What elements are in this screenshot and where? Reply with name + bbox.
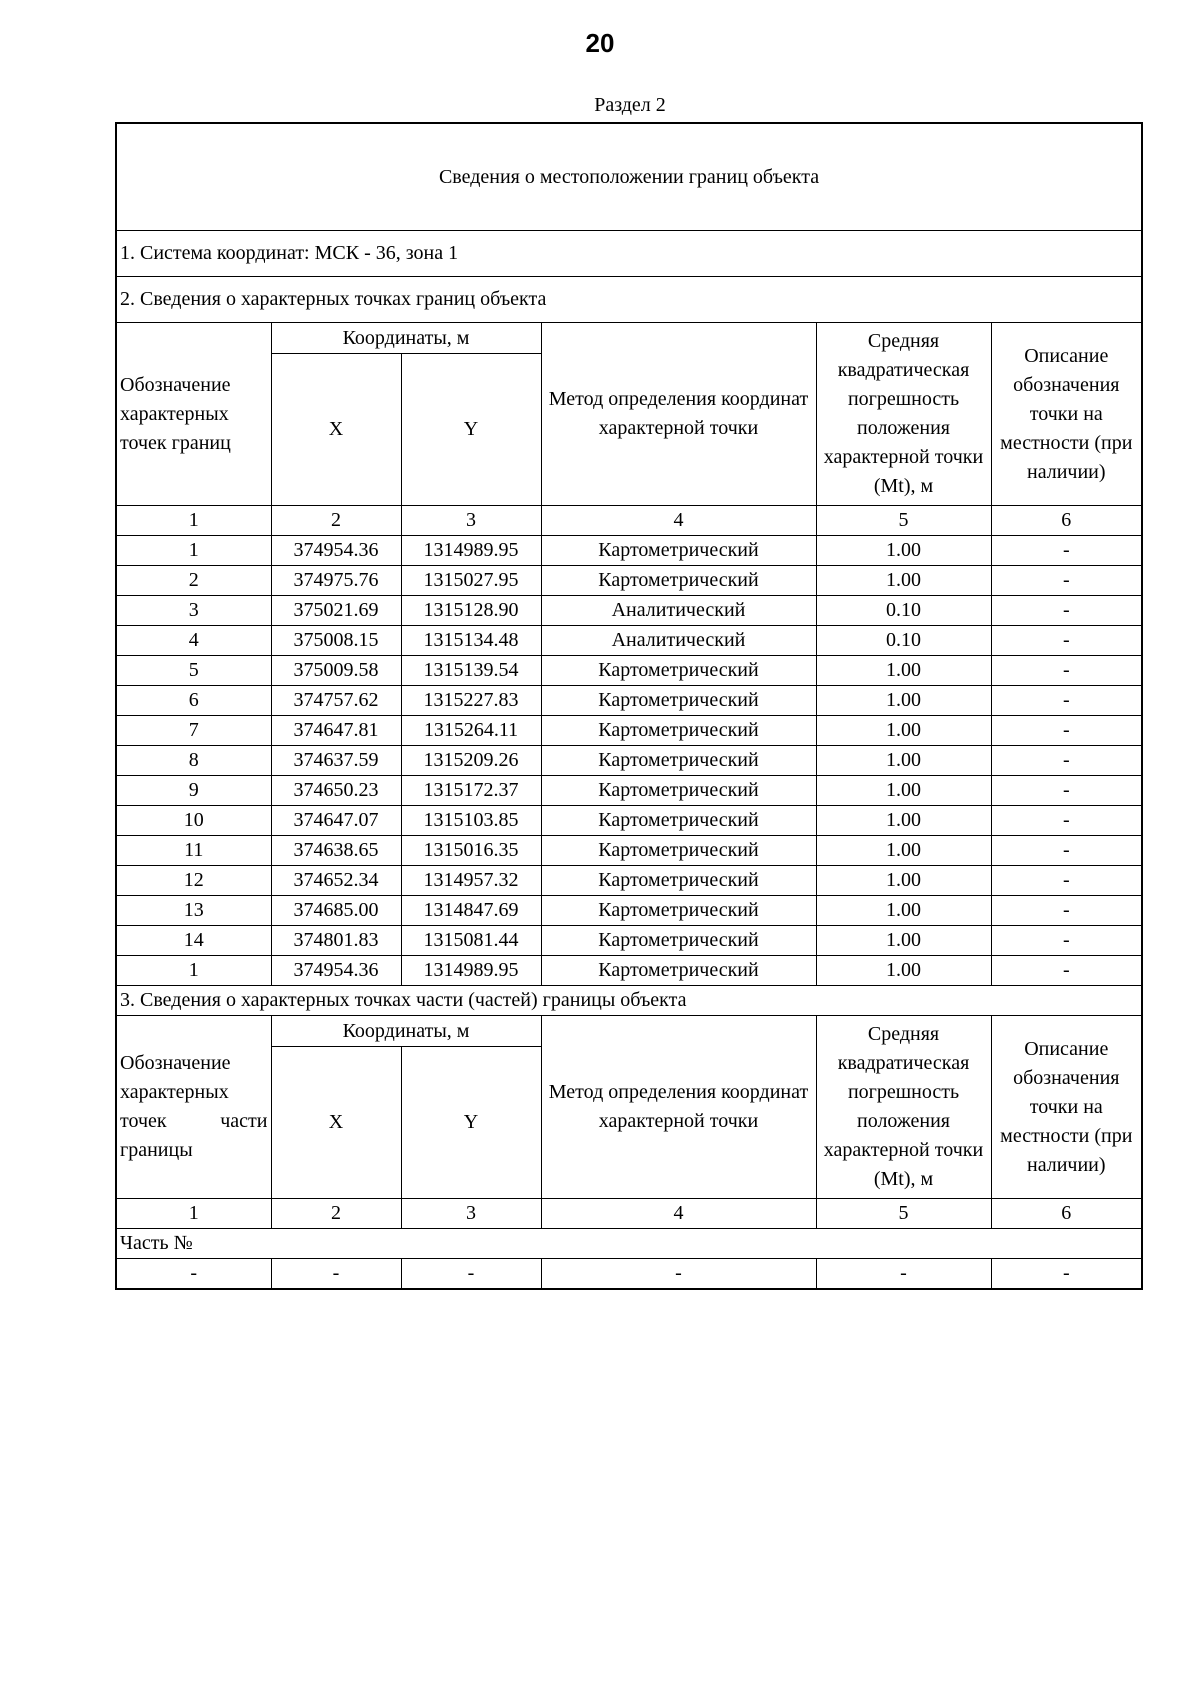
col-number: 5 <box>816 1199 991 1229</box>
cell-coord-y: 1315209.26 <box>401 746 541 776</box>
cell-coord-y: 1315016.35 <box>401 836 541 866</box>
cell-coord-x: 375021.69 <box>271 596 401 626</box>
cell-point-number: 5 <box>116 656 271 686</box>
header3-error: Средняя квадратическая погрешность положения характерной точки (Mt), м <box>816 1016 991 1199</box>
cell-method: Картометрический <box>541 956 816 986</box>
cell-method: Картометрический <box>541 806 816 836</box>
header3-description: Описание обозначения точки на местности (при наличии) <box>991 1016 1142 1199</box>
part-cell-point-number: - <box>116 1259 271 1290</box>
cell-method: Картометрический <box>541 746 816 776</box>
boundary-table <box>115 122 1143 1290</box>
cell-description: - <box>991 776 1142 806</box>
cell-error: 1.00 <box>816 806 991 836</box>
cell-coord-y: 1315128.90 <box>401 596 541 626</box>
col-number: 2 <box>271 1199 401 1229</box>
cell-error: 1.00 <box>816 716 991 746</box>
cell-description: - <box>991 866 1142 896</box>
table-row <box>116 836 1142 866</box>
cell-description: - <box>991 596 1142 626</box>
column-numbers-row-3 <box>116 1199 1142 1229</box>
section3-title: 3. Сведения о характерных точках части (частей) границы объекта <box>116 986 1142 1016</box>
cell-coord-y: 1315134.48 <box>401 626 541 656</box>
table-row <box>116 926 1142 956</box>
part-cell-error: - <box>816 1259 991 1290</box>
cell-method: Картометрический <box>541 686 816 716</box>
cell-description: - <box>991 566 1142 596</box>
cell-point-number: 9 <box>116 776 271 806</box>
cell-point-number: 1 <box>116 536 271 566</box>
header-x: X <box>271 354 401 506</box>
cell-description: - <box>991 686 1142 716</box>
cell-point-number: 7 <box>116 716 271 746</box>
cell-coord-y: 1315227.83 <box>401 686 541 716</box>
part-row <box>116 1259 1142 1290</box>
table-row <box>116 956 1142 986</box>
cell-error: 1.00 <box>816 896 991 926</box>
cell-coord-y: 1315103.85 <box>401 806 541 836</box>
section-label: Раздел 2 <box>594 94 666 116</box>
cell-coord-x: 375008.15 <box>271 626 401 656</box>
cell-coord-x: 374647.07 <box>271 806 401 836</box>
table-row <box>116 536 1142 566</box>
cell-coord-y: 1314847.69 <box>401 896 541 926</box>
header3-word: части <box>220 1110 268 1132</box>
cell-description: - <box>991 716 1142 746</box>
cell-error: 1.00 <box>816 746 991 776</box>
table-row <box>116 806 1142 836</box>
cell-description: - <box>991 536 1142 566</box>
cell-coord-x: 374975.76 <box>271 566 401 596</box>
header3-y: Y <box>401 1047 541 1199</box>
cell-coord-y: 1314989.95 <box>401 956 541 986</box>
cell-method: Картометрический <box>541 776 816 806</box>
cell-point-number: 8 <box>116 746 271 776</box>
cell-description: - <box>991 956 1142 986</box>
table-row <box>116 566 1142 596</box>
cell-description: - <box>991 656 1142 686</box>
header-coords: Координаты, м <box>271 323 541 354</box>
cell-description: - <box>991 746 1142 776</box>
col-number: 6 <box>991 1199 1142 1229</box>
part-cell-description: - <box>991 1259 1142 1290</box>
part-label: Часть № <box>116 1229 1142 1259</box>
cell-method: Картометрический <box>541 836 816 866</box>
cell-method: Аналитический <box>541 596 816 626</box>
table-row <box>116 896 1142 926</box>
col-number: 5 <box>816 506 991 536</box>
header3-point-label <box>116 1016 271 1199</box>
cell-description: - <box>991 896 1142 926</box>
cell-point-number: 14 <box>116 926 271 956</box>
table-row <box>116 596 1142 626</box>
header3-point-label-last: границы <box>120 1139 193 1161</box>
header3-point-label-first: Обозначение характерных <box>120 1052 231 1103</box>
header-error: Средняя квадратическая погрешность положения характерной точки (Mt), м <box>816 323 991 506</box>
header3-method: Метод определения координат характерной точки <box>541 1016 816 1199</box>
cell-point-number: 13 <box>116 896 271 926</box>
cell-point-number: 2 <box>116 566 271 596</box>
cell-description: - <box>991 806 1142 836</box>
cell-error: 1.00 <box>816 866 991 896</box>
col-number: 4 <box>541 1199 816 1229</box>
cell-coord-x: 374801.83 <box>271 926 401 956</box>
cell-error: 1.00 <box>816 776 991 806</box>
part-cell-method: - <box>541 1259 816 1290</box>
cell-coord-x: 374647.81 <box>271 716 401 746</box>
cell-error: 1.00 <box>816 956 991 986</box>
cell-description: - <box>991 626 1142 656</box>
cell-coord-y: 1314989.95 <box>401 536 541 566</box>
cell-method: Картометрический <box>541 926 816 956</box>
col-number: 1 <box>116 506 271 536</box>
header3-coords: Координаты, м <box>271 1016 541 1047</box>
cell-error: 1.00 <box>816 836 991 866</box>
col-number: 2 <box>271 506 401 536</box>
col-number: 3 <box>401 506 541 536</box>
cell-error: 1.00 <box>816 536 991 566</box>
cell-method: Картометрический <box>541 866 816 896</box>
col-number: 1 <box>116 1199 271 1229</box>
cell-point-number: 11 <box>116 836 271 866</box>
cell-coord-x: 374757.62 <box>271 686 401 716</box>
table-row <box>116 746 1142 776</box>
header-y: Y <box>401 354 541 506</box>
header-description: Описание обозначения точки на местности (при наличии) <box>991 323 1142 506</box>
header3-x: X <box>271 1047 401 1199</box>
cell-coord-x: 374638.65 <box>271 836 401 866</box>
cell-coord-y: 1315172.37 <box>401 776 541 806</box>
cell-coord-y: 1314957.32 <box>401 866 541 896</box>
table-row <box>116 776 1142 806</box>
header3-word: точек <box>120 1110 167 1132</box>
cell-coord-y: 1315139.54 <box>401 656 541 686</box>
part-cell-coord-y: - <box>401 1259 541 1290</box>
cell-error: 1.00 <box>816 926 991 956</box>
cell-point-number: 1 <box>116 956 271 986</box>
cell-point-number: 3 <box>116 596 271 626</box>
table-title: Сведения о местоположении границ объекта <box>116 123 1142 231</box>
table-row <box>116 686 1142 716</box>
cell-point-number: 6 <box>116 686 271 716</box>
page-number: 20 <box>585 28 615 58</box>
cell-coord-x: 374650.23 <box>271 776 401 806</box>
table-row <box>116 716 1142 746</box>
cell-coord-x: 374954.36 <box>271 956 401 986</box>
cell-coord-y: 1315264.11 <box>401 716 541 746</box>
table-row <box>116 656 1142 686</box>
cell-method: Аналитический <box>541 626 816 656</box>
col-number: 3 <box>401 1199 541 1229</box>
cell-method: Картометрический <box>541 716 816 746</box>
cell-description: - <box>991 926 1142 956</box>
column-numbers-row <box>116 506 1142 536</box>
cell-method: Картометрический <box>541 536 816 566</box>
cell-point-number: 12 <box>116 866 271 896</box>
cell-description: - <box>991 836 1142 866</box>
cell-method: Картометрический <box>541 566 816 596</box>
cell-method: Картометрический <box>541 656 816 686</box>
table-row <box>116 866 1142 896</box>
cell-coord-x: 374652.34 <box>271 866 401 896</box>
cell-coord-x: 374637.59 <box>271 746 401 776</box>
cell-coord-y: 1315081.44 <box>401 926 541 956</box>
cell-error: 1.00 <box>816 656 991 686</box>
cell-point-number: 10 <box>116 806 271 836</box>
cell-coord-x: 375009.58 <box>271 656 401 686</box>
col-number: 6 <box>991 506 1142 536</box>
section2-title: 2. Сведения о характерных точках границ объекта <box>116 277 1142 323</box>
cell-coord-x: 374954.36 <box>271 536 401 566</box>
cell-error: 0.10 <box>816 596 991 626</box>
header-point-label: Обозначение характерных точек границ <box>116 323 271 506</box>
col-number: 4 <box>541 506 816 536</box>
cell-error: 0.10 <box>816 626 991 656</box>
cell-error: 1.00 <box>816 566 991 596</box>
cell-coord-y: 1315027.95 <box>401 566 541 596</box>
cell-coord-x: 374685.00 <box>271 896 401 926</box>
cell-method: Картометрический <box>541 896 816 926</box>
cell-point-number: 4 <box>116 626 271 656</box>
cell-error: 1.00 <box>816 686 991 716</box>
part-cell-coord-x: - <box>271 1259 401 1290</box>
table-row <box>116 626 1142 656</box>
coord-system: 1. Система координат: МСК - 36, зона 1 <box>116 231 1142 277</box>
header-method: Метод определения координат характерной точки <box>541 323 816 506</box>
header3-point-label-middle <box>120 1107 268 1136</box>
